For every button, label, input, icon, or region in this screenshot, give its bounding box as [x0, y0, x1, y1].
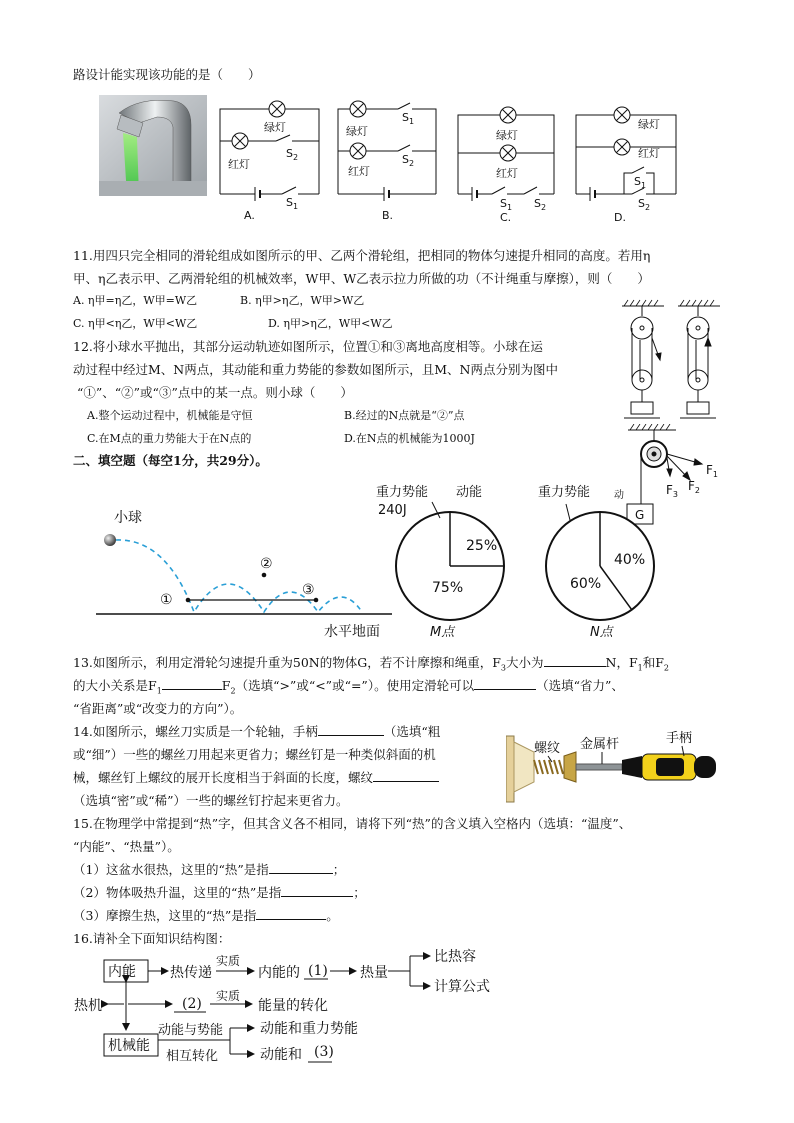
q11-option-c: C. η甲<η乙，W甲<W乙	[73, 317, 198, 330]
pie-ke-percent: 25%	[466, 538, 498, 554]
f1-label: $F_1$	[706, 463, 718, 479]
q14-line3: 械，螺丝钉上螺纹的展开长度相当于斜面的长度，螺纹	[73, 769, 439, 786]
label-essence-2: 实质	[216, 989, 241, 1003]
q11-line1: 11.用四只完全相同的滑轮组成如图所示的甲、乙两个滑轮组，把相同的物体匀速提升相同的高度。若用η	[73, 248, 651, 263]
node-heat-engine: 热机	[74, 998, 102, 1014]
q12-option-a: A.整个运动过程中，机械能是守恒	[87, 409, 253, 422]
c-green-label: 绿灯	[496, 129, 518, 142]
q12-option-b: B.经过的N点就是“②”点	[344, 409, 465, 422]
q15-blank-2[interactable]	[281, 884, 353, 897]
blank-3[interactable]: (3)	[314, 1044, 334, 1060]
q12-line2: 动过程中经过M、N两点，其动能和重力势能的参数如图所示，且M、N两点分别为图中	[73, 362, 558, 377]
handle-label: 手柄	[666, 731, 693, 746]
b-s2-label: $S_2$	[402, 153, 415, 168]
option-c-label: C.	[500, 211, 512, 224]
pie-pe-percent: 60%	[570, 576, 602, 592]
c-s1-label: $S_1$	[500, 197, 513, 212]
label-essence-1: 实质	[216, 954, 241, 968]
m-pe-label: 重力势能	[376, 485, 429, 500]
circuit-d	[568, 95, 686, 225]
q11-option-a: A. η甲=η乙，W甲=W乙	[73, 294, 198, 307]
n-ke-label: 动	[614, 490, 624, 501]
m-ke-label: 动能	[456, 485, 483, 500]
pie-n	[546, 512, 654, 620]
a-s1-label: $S_1$	[286, 196, 299, 211]
m-pe-value: 240J	[378, 503, 407, 518]
q12-option-d: D.在N点的机械能为1000J	[344, 432, 475, 445]
f2-label: $F_2$	[688, 479, 700, 495]
section-2-title: 二、填空题（每空1分，共29分）。	[73, 453, 268, 468]
a-s2-label: $S_2$	[286, 147, 299, 162]
d-s2-label: $S_2$	[638, 197, 651, 212]
n-point-label: N点	[590, 625, 613, 640]
option-b-label: B.	[382, 209, 394, 222]
q13-blank-use[interactable]	[474, 677, 536, 690]
rod-label: 金属杆	[580, 737, 620, 752]
q15-blank-3[interactable]	[256, 907, 326, 920]
q12-line3: “①”、“②”或“③”点中的某一点。则小球（ ）	[77, 385, 353, 400]
d-green-label: 绿灯	[638, 118, 660, 131]
pie-pe-percent: 75%	[432, 580, 464, 596]
q14-line1: 14.如图所示，螺丝刀实质是一个轮轴，手柄 （选填“粗	[73, 724, 441, 739]
pie-m	[396, 512, 504, 620]
node-ke-gpe: 动能和重力势能	[260, 1021, 358, 1037]
circuit-a	[212, 95, 324, 225]
point-1-label: ①	[160, 592, 173, 608]
faucet-photo	[99, 95, 207, 196]
b-red-label: 红灯	[348, 165, 370, 178]
q15-blank-1[interactable]	[269, 861, 333, 874]
q14-blank-handle[interactable]	[318, 723, 384, 736]
c-red-label: 红灯	[496, 167, 518, 180]
node-internal-energy-of: 内能的	[258, 965, 300, 981]
knowledge-structure-diagram	[70, 944, 510, 1074]
circuit-b	[330, 95, 442, 225]
f3-label: $F_3$	[666, 483, 678, 499]
circuit-c	[450, 95, 562, 225]
q15-line1: 15.在物理学中常提到“热”字，但其含义各不相同，请将下列“热”的含义填入空格内（选填：“温度”、	[73, 816, 632, 831]
ball-label: 小球	[114, 510, 142, 526]
ground-label: 水平地面	[324, 624, 380, 640]
node-energy-conversion: 能量的转化	[258, 998, 328, 1014]
q15-item1: （1）这盆水很热，这里的“热”是指 ；	[73, 862, 346, 877]
blank-1[interactable]: (1)	[308, 963, 328, 979]
projectile-figure	[96, 500, 392, 640]
blank-2[interactable]: (2)	[182, 996, 202, 1012]
label-ke-pe: 动能与势能	[158, 1023, 224, 1038]
node-mechanical-energy: 机械能	[108, 1038, 150, 1054]
q11-option-d: D. η甲>η乙，W甲<W乙	[268, 317, 393, 330]
q13-line2: 的大小关系是$F_1$ $F_2$（选填“>”或“<”或“=”）。使用定滑轮可以 （选填“省力”、	[73, 678, 624, 696]
energy-pie-charts	[370, 478, 690, 643]
q14-line4: （选填“密”或“稀”）一些的螺丝钉拧起来更省力。	[73, 793, 349, 808]
node-specific-heat: 比热容	[434, 949, 476, 965]
node-formula: 计算公式	[434, 979, 490, 995]
q13-blank-compare[interactable]	[162, 677, 222, 690]
point-2-label: ②	[260, 556, 273, 572]
option-d-label: D.	[614, 211, 626, 224]
ball-icon	[104, 534, 116, 546]
pulley-systems-figure	[618, 298, 724, 423]
n-pe-label: 重力势能	[538, 485, 591, 500]
q15-line2: “内能”、“热量”）。	[73, 839, 180, 854]
q14-line2: 或“细”）一些的螺丝刀用起来更省力；螺丝钉是一种类似斜面的机	[73, 747, 436, 762]
b-green-label: 绿灯	[346, 125, 368, 138]
d-red-label: 红灯	[638, 147, 660, 160]
q11-option-b: B. η甲>η乙，W甲>W乙	[240, 294, 365, 307]
node-heat: 热量	[360, 965, 388, 981]
q16-title: 16.请补全下面知识结构图：	[73, 931, 231, 946]
b-s1-label: $S_1$	[402, 111, 415, 126]
pie-ke-percent: 40%	[614, 552, 646, 568]
node-heat-transfer: 热传递	[170, 965, 212, 981]
thread-label: 螺纹	[534, 741, 561, 756]
q13-blank-f3[interactable]	[544, 654, 606, 667]
point-3-label: ③	[302, 582, 315, 598]
q12-line1: 12.将小球水平抛出，其部分运动轨迹如图所示，位置①和③离地高度相等。小球在运	[73, 339, 543, 354]
q14-blank-thread[interactable]	[373, 769, 439, 782]
node-ke-and: 动能和	[260, 1047, 302, 1063]
screwdriver-figure	[506, 722, 720, 804]
a-green-label: 绿灯	[264, 121, 286, 134]
label-mutual-conversion: 相互转化	[166, 1049, 219, 1064]
d-s1-label: $S_1$	[634, 175, 647, 190]
node-internal-energy: 内能	[108, 964, 136, 980]
c-s2-label: $S_2$	[534, 197, 547, 212]
q13-line1: 13.如图所示，利用定滑轮匀速提升重为50N的物体G，若不计摩擦和绳重，$F_3$大小为 N，$F_1$和$F_2$	[73, 655, 669, 673]
m-point-label: M点	[430, 625, 455, 640]
q13-line3: “省距离”或“改变力的方向”）。	[73, 701, 243, 716]
q12-option-c: C.在M点的重力势能大于在N点的	[87, 432, 252, 445]
q15-item2: （2）物体吸热升温，这里的“热”是指 ；	[73, 885, 366, 900]
q15-item3: （3）摩擦生热，这里的“热”是指 。	[73, 908, 339, 923]
q10-stem-tail: 路设计能实现该功能的是（ ）	[73, 67, 261, 82]
weight-g-label: G	[635, 508, 645, 522]
a-red-label: 红灯	[228, 158, 250, 171]
trajectory-curve	[116, 540, 362, 612]
q11-line2: 甲、η乙表示甲、乙两滑轮组的机械效率，W甲、W乙表示拉力所做的功（不计绳重与摩擦），则（ ）	[73, 271, 650, 286]
option-a-label: A.	[244, 209, 255, 222]
